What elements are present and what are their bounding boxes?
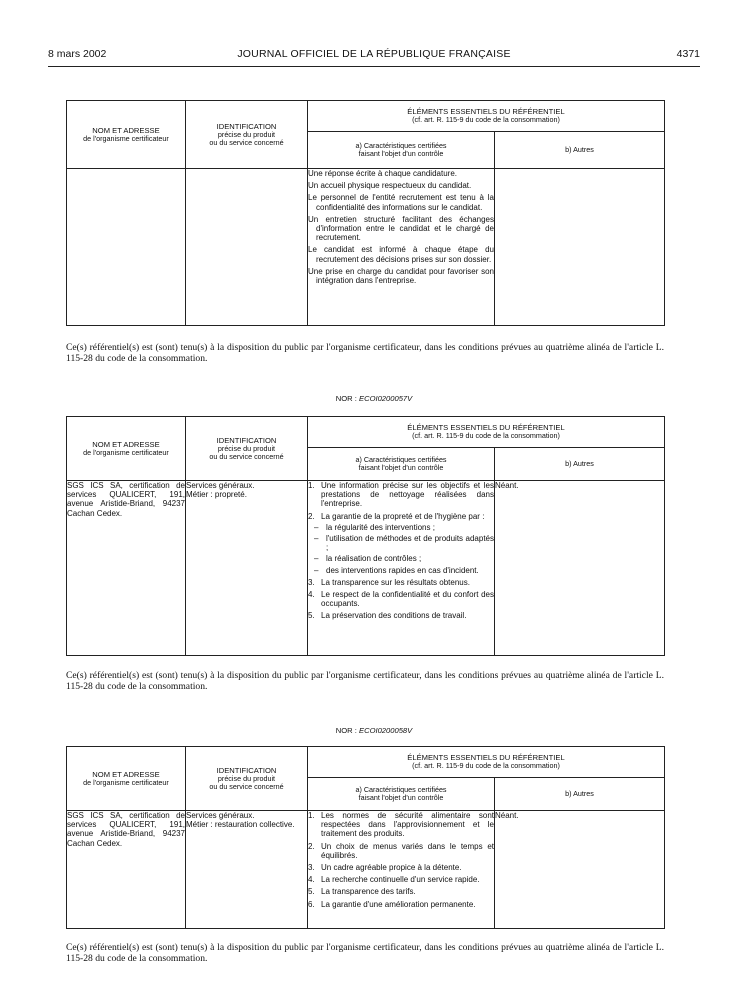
referentiel-table-3 [66,746,665,929]
caracteristiques-cell [308,811,495,929]
nor-reference-2: NOR : ECOI0200058V [335,726,413,735]
sub-list-item: – l'utilisation de méthodes et de produits adaptés ; [314,534,494,553]
availability-paragraph-2: Ce(s) référentiel(s) est (sont) tenu(s) à la disposition du public par l'organisme certificateur, dans les conditions prévues au quatrième alinéa de l'article L. 115-28 du code de la consommation. [66,670,664,692]
header-elements-essentiels: ÉLÉMENTS ESSENTIELS DU RÉFÉRENTIEL (cf. art. R. 115-9 du code de la consommation) [308,417,665,448]
list-item: Une réponse écrite à chaque candidature. [308,169,457,178]
page-number: 4371 [676,48,700,60]
list-item: 3. Un cadre agréable propice à la détente. [308,863,462,873]
nor-reference-1: NOR : ECOI0200057V [335,394,413,403]
sub-list-item: – la régularité des interventions ; [314,522,435,532]
header-elements-essentiels: ÉLÉMENTS ESSENTIELS DU RÉFÉRENTIEL (cf. art. R. 115-9 du code de la consommation) [308,101,665,132]
list-item: Un entretien structuré facilitant des échanges d'information entre le candidat et le chargé de recrutement. [308,214,494,243]
header-autres: b) Autres [495,132,665,169]
list-item: 1. Une information précise sur les objectifs et les prestations de nettoyage réalisées dans l'entreprise. [308,481,494,509]
identification-cell: Services généraux. Métier : restauration collective. [186,811,308,929]
list-item: 1. Les normes de sécurité alimentaire sont respectées dans l'approvisionnement et le traitement des produits. [308,811,494,839]
sub-list-item: – la réalisation de contrôles ; [314,554,422,564]
sub-list-item: – des interventions rapides en cas d'incident. [314,565,479,575]
referentiel-table-1 [66,100,665,326]
caracteristiques-cell [308,481,495,656]
header-identification: IDENTIFICATION précise du produit ou du service concerné [186,417,308,481]
header-rule [48,66,700,67]
availability-paragraph-1: Ce(s) référentiel(s) est (sont) tenu(s) à la disposition du public par l'organisme certificateur, dans les conditions prévues au quatrième alinéa de l'article L. 115-28 du code de la consommation. [66,342,664,364]
list-item: 5. La transparence des tarifs. [308,887,416,897]
autres-cell: Néant. [495,811,665,929]
journal-title: JOURNAL OFFICIEL DE LA RÉPUBLIQUE FRANÇAISE [237,48,511,60]
header-autres: b) Autres [495,448,665,481]
header-organisme: NOM ET ADRESSE de l'organisme certificateur [67,747,186,811]
organisme-cell: SGS ICS SA, certification de services QUALICERT, 191, avenue Aristide-Briand, 94237 Cachan Cedex. [67,811,186,929]
list-item: Le personnel de l'entité recrutement est tenu à la confidentialité des informations sur le candidat. [308,193,494,212]
list-item: 4. La recherche continuelle d'un service rapide. [308,875,480,885]
organisme-cell: SGS ICS SA, certification de services QUALICERT, 191, avenue Aristide-Briand, 94237 Cachan Cedex. [67,481,186,656]
list-item: Un accueil physique respectueux du candidat. [308,181,472,191]
list-item: 3. La transparence sur les résultats obtenus. [308,577,470,587]
list-item: Une prise en charge du candidat pour favoriser son intégration dans l'entreprise. [308,266,494,286]
list-item: Le candidat est informé à chaque étape du recrutement des décisions prises sur son dossier. [308,245,494,264]
autres-cell [495,169,665,326]
list-item: 2. La garantie de la propreté et de l'hygiène par : [308,511,485,521]
header-caracteristiques: a) Caractéristiques certifiées faisant l'objet d'un contrôle [308,778,495,811]
caracteristiques-cell [308,169,495,326]
issue-date: 8 mars 2002 [48,48,107,60]
header-identification: IDENTIFICATION précise du produit ou du service concerné [186,747,308,811]
header-elements-essentiels: ÉLÉMENTS ESSENTIELS DU RÉFÉRENTIEL (cf. art. R. 115-9 du code de la consommation) [308,747,665,778]
page-header [48,48,700,64]
header-organisme: NOM ET ADRESSE de l'organisme certificateur [67,101,186,169]
organisme-cell [67,169,186,326]
identification-cell: Services généraux. Métier : propreté. [186,481,308,656]
header-caracteristiques: a) Caractéristiques certifiées faisant l'objet d'un contrôle [308,132,495,169]
identification-cell [186,169,308,326]
list-item: 2. Un choix de menus variés dans le temps et équilibrés. [308,841,494,860]
header-identification: IDENTIFICATION précise du produit ou du service concerné [186,101,308,169]
referentiel-table-2 [66,416,665,656]
header-organisme: NOM ET ADRESSE de l'organisme certificateur [67,417,186,481]
availability-paragraph-3: Ce(s) référentiel(s) est (sont) tenu(s) à la disposition du public par l'organisme certificateur, dans les conditions prévues au quatrième alinéa de l'article L. 115-28 du code de la consommation. [66,942,664,964]
header-autres: b) Autres [495,778,665,811]
autres-cell: Néant. [495,481,665,656]
list-item: 6. La garantie d'une amélioration permanente. [308,899,476,909]
header-caracteristiques: a) Caractéristiques certifiées faisant l'objet d'un contrôle [308,448,495,481]
list-item: 5. La préservation des conditions de travail. [308,611,467,621]
list-item: 4. Le respect de la confidentialité et du confort des occupants. [308,590,494,609]
